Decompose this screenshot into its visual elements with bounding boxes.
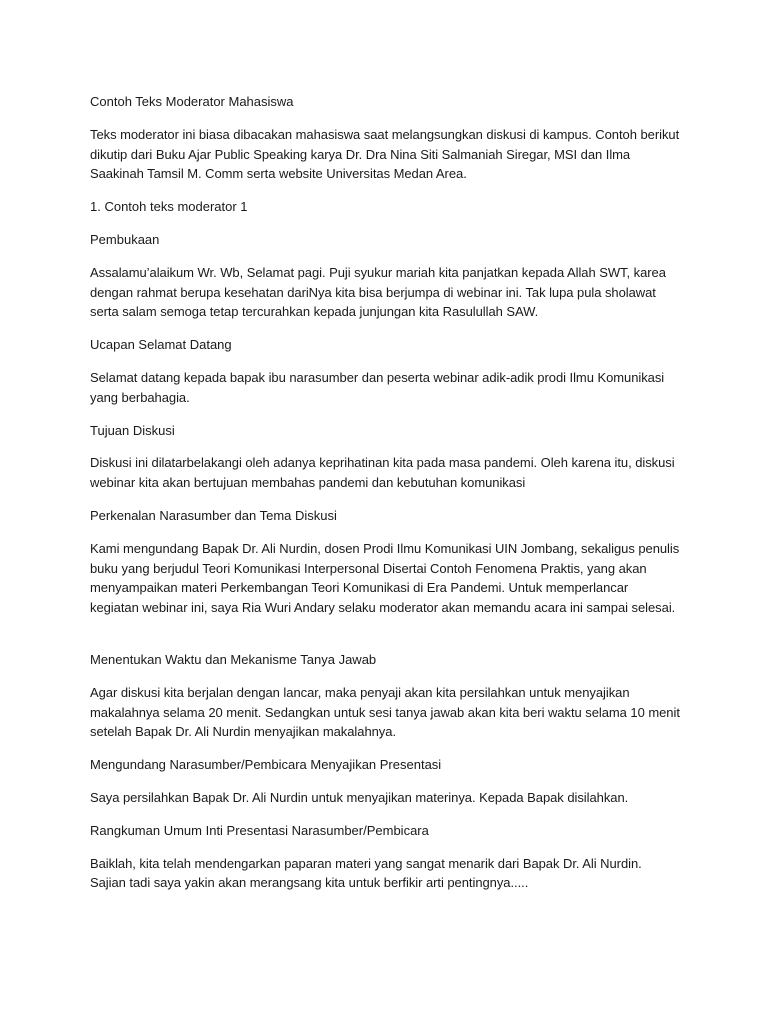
paragraph-pembukaan: Assalamu’alaikum Wr. Wb, Selamat pagi. Puji syukur mariah kita panjatkan kepada Allah SWT, karea dengan rahmat berupa kesehatan dariNya kita bisa berjumpa di webinar ini. Tak lupa pula sholawat serta salam semoga tetap tercurahkan kepada junjungan kita Rasulullah SAW. [90, 264, 666, 320]
heading-perkenalan-narasumber: Perkenalan Narasumber dan Tema Diskusi [90, 507, 337, 523]
paragraph-mengundang-narasumber: Saya persilahkan Bapak Dr. Ali Nurdin untuk menyajikan materinya. Kepada Bapak disilahkan. [90, 789, 629, 805]
paragraph-waktu-tanya-jawab: Agar diskusi kita berjalan dengan lancar, maka penyaji akan kita persilahkan untuk menyajikan makalahnya selama 20 menit. Sedangkan untuk sesi tanya jawab akan kita beri waktu selama 10 menit setelah Bapak Dr. Ali Nurdin menyajikan makalahnya. [90, 684, 680, 740]
intro-paragraph: Teks moderator ini biasa dibacakan mahasiswa saat melangsungkan diskusi di kampus. Contoh berikut dikutip dari Buku Ajar Public Speaking karya Dr. Dra Nina Siti Salmaniah Siregar, MSI dan Ilma Saakinah Tamsil M. Comm serta website Universitas Medan Area. [90, 126, 680, 182]
heading-pembukaan: Pembukaan [90, 231, 160, 247]
heading-mengundang-narasumber: Mengundang Narasumber/Pembicara Menyajikan Presentasi [90, 757, 442, 773]
paragraph-perkenalan-narasumber: Kami mengundang Bapak Dr. Ali Nurdin, dosen Prodi Ilmu Komunikasi UIN Jombang, sekaligus penulis buku yang berjudul Teori Komunikasi Interpersonal Disertai Contoh Fenomena Praktis, yang akan menyampaikan materi Perkembangan Teori Komunikasi di Era Pandemi. Untuk memperlancar kegiatan webinar ini, saya Ria Wuri Andary selaku moderator akan memandu acara ini sampai selesai. [90, 540, 680, 616]
heading-waktu-tanya-jawab: Menentukan Waktu dan Mekanisme Tanya Jawab [90, 651, 377, 667]
paragraph-tujuan-diskusi: Diskusi ini dilatarbelakangi oleh adanya keprihatinan kita pada masa pandemi. Oleh karena itu, diskusi webinar kita akan bertujuan membahas pandemi dan kebutuhan komunikasi [90, 455, 675, 491]
section-title: 1. Contoh teks moderator 1 [90, 199, 248, 215]
blank-line [90, 631, 680, 650]
heading-ucapan-selamat-datang: Ucapan Selamat Datang [90, 337, 232, 353]
heading-tujuan-diskusi: Tujuan Diskusi [90, 422, 175, 438]
paragraph-rangkuman: Baiklah, kita telah mendengarkan paparan materi yang sangat menarik dari Bapak Dr. Ali Nurdin. Sajian tadi saya yakin akan merangsang kita untuk berfikir arti pentingnya..... [90, 855, 642, 891]
paragraph-ucapan-selamat-datang: Selamat datang kepada bapak ibu narasumber dan peserta webinar adik-adik prodi Ilmu Komunikasi yang berbahagia. [90, 369, 665, 405]
document-title: Contoh Teks Moderator Mahasiswa [90, 94, 294, 109]
heading-rangkuman: Rangkuman Umum Inti Presentasi Narasumber/Pembicara [90, 822, 429, 838]
document-body [90, 92, 680, 906]
